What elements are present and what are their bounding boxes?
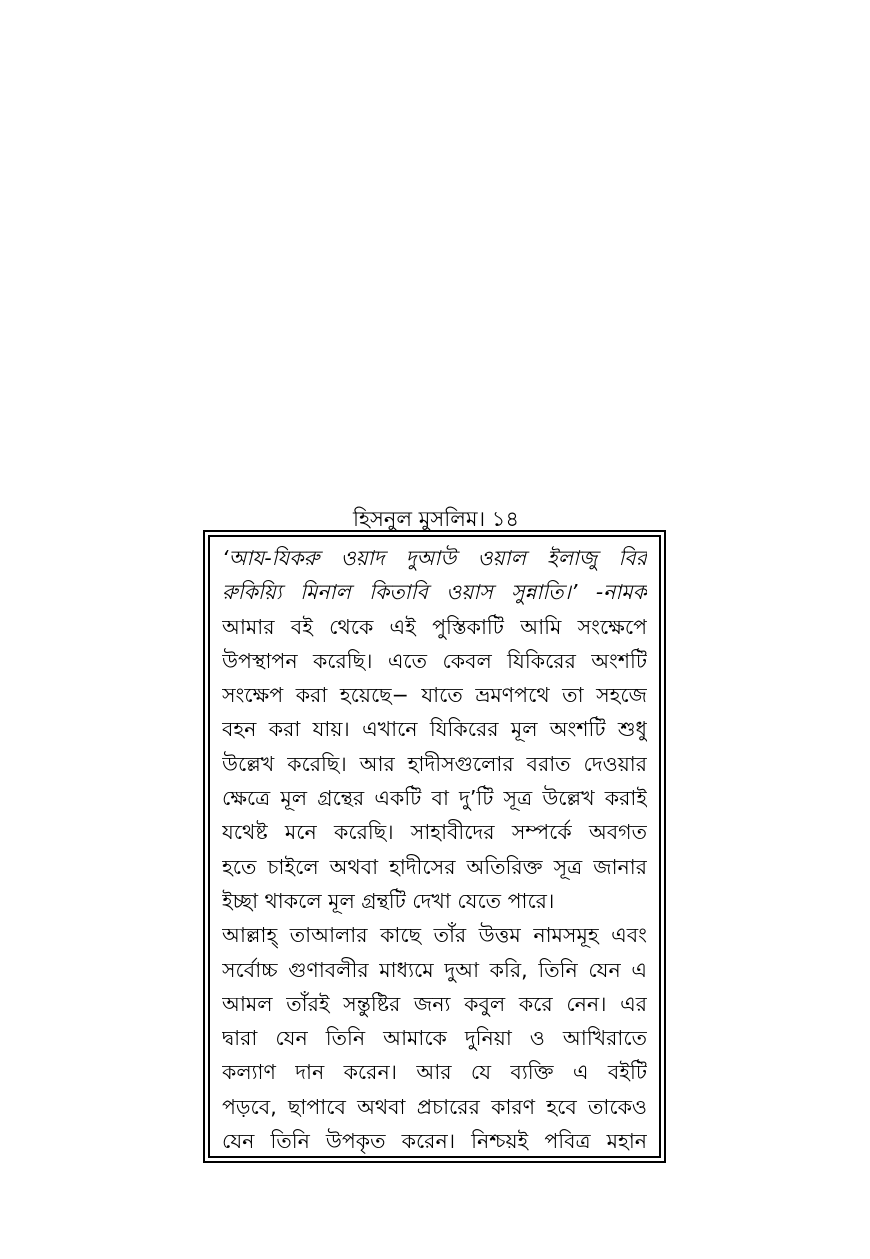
text-line: দ্বারা যেন তিনি আমাকে দুনিয়া ও আখিরাতে [222, 1026, 647, 1051]
page-border-inner [208, 535, 661, 1158]
text-line: ‘আয-যিকরু ওয়াদ দুআউ ওয়াল ইলাজু বির [222, 546, 647, 570]
text-line: উল্লেখ করেছি। আর হাদীসগুলোর বরাত দেওয়ার [222, 751, 647, 776]
body-text [222, 541, 647, 1158]
text-line: কল্যাণ দান করেন। আর যে ব্যক্তি এ বইটি [222, 1060, 647, 1085]
text-line: বহন করা যায়। এখানে যিকিরের মূল অংশটি শুধু [222, 717, 647, 742]
text-line: উপস্থাপন করেছি। এতে কেবল যিকিরের অংশটি [222, 648, 647, 673]
text-line: ইচ্ছা থাকলে মূল গ্রন্থটি দেখা যেতে পারে। [222, 888, 555, 913]
text-line: আমল তাঁরই সন্তুষ্টির জন্য কবুল করে নেন। এর [222, 991, 647, 1016]
running-head: হিসনুল মুসলিম। ১৪ [352, 507, 520, 531]
text-line: আমার বই থেকে এই পুস্তিকাটি আমি সংক্ষেপে [222, 614, 647, 639]
text-line: পড়বে, ছাপাবে অথবা প্রচারের কারণ হবে তাকেও [222, 1094, 647, 1119]
page-border-outer [203, 530, 666, 1163]
text-line: রুকিয়্যি মিনাল কিতাবি ওয়াস সুন্নাতি।’ -নামক [222, 580, 647, 605]
text-line: যথেষ্ট মনে করেছি। সাহাবীদের সম্পর্কে অবগত [222, 820, 647, 845]
text-line: যেন তিনি উপকৃত করেন। নিশ্চয়ই পবিত্র মহান [222, 1129, 647, 1154]
text-line: সর্বোচ্চ গুণাবলীর মাধ্যমে দুআ করি, তিনি যেন এ [222, 957, 647, 982]
text-line: হতে চাইলে অথবা হাদীসের অতিরিক্ত সূত্র জানার [222, 854, 647, 879]
text-line: আল্লাহ্ তাআলার কাছে তাঁর উত্তম নামসমূহ এবং [222, 923, 647, 948]
text-line: সংক্ষেপ করা হয়েছে− যাতে ভ্রমণপথে তা সহজে [222, 683, 647, 708]
text-line: ক্ষেত্রে মূল গ্রন্থের একটি বা দু’টি সূত্র উল্লেখ করাই [222, 786, 647, 811]
